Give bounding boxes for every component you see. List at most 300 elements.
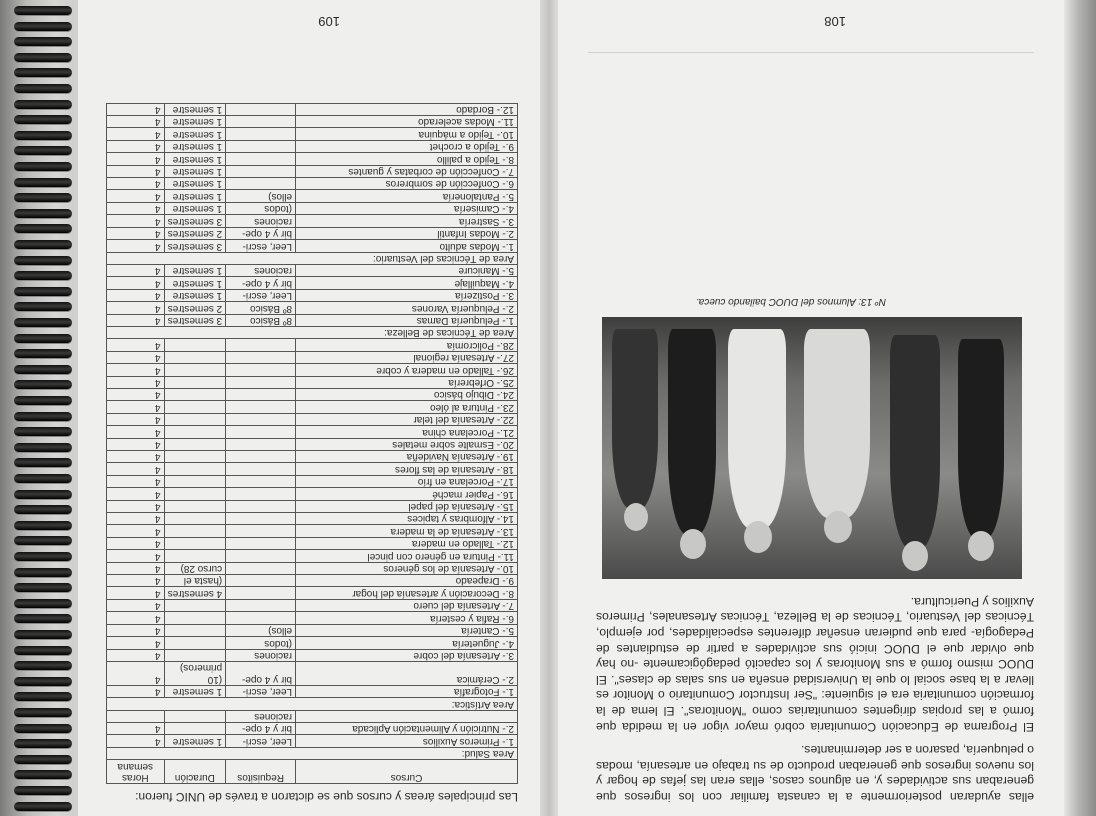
course-cell: 5.- Cantería — [296, 624, 518, 636]
page-gutter — [540, 0, 558, 816]
spiral-ring — [14, 458, 72, 467]
duration-cell — [164, 488, 226, 500]
duration-cell: 4 semestres — [164, 587, 226, 599]
course-cell: 1.- Fotografía — [296, 685, 518, 697]
requirement-cell — [226, 140, 296, 152]
courses-table — [106, 103, 518, 784]
course-cell: 5.- Pantalonería — [296, 190, 518, 202]
table-row — [107, 302, 518, 314]
course-cell: 9.- Drapeado — [296, 575, 518, 587]
course-cell: 15.- Artesanía del papel — [296, 500, 518, 512]
requirement-cell — [226, 488, 296, 500]
table-row — [107, 401, 518, 413]
requirement-cell — [226, 587, 296, 599]
course-cell: 8.- Tejido a palillo — [296, 153, 518, 165]
requirement-cell — [226, 575, 296, 587]
photo-caption: Nº 13: Alumnos del DUOC bailando cueca. — [695, 296, 886, 308]
spiral-ring — [14, 256, 72, 265]
requirement-cell — [226, 463, 296, 475]
duration-cell — [164, 722, 226, 734]
spiral-ring — [14, 770, 72, 779]
requirement-cell — [226, 116, 296, 128]
requirement-cell: ellos) — [226, 190, 296, 202]
requirement-cell — [226, 513, 296, 525]
duration-cell — [164, 376, 226, 388]
duration-cell — [164, 612, 226, 624]
duration-cell: 1 semestre — [164, 153, 226, 165]
dance-photo — [602, 317, 1022, 579]
spiral-ring — [14, 490, 72, 499]
hours-cell: 4 — [107, 575, 165, 587]
hours-cell: 4 — [107, 227, 165, 239]
course-cell: 2.- Nutrición y Alimentación Aplicada — [296, 722, 518, 734]
requirement-cell: bir y 4 ope- — [226, 661, 296, 685]
table-row — [107, 637, 518, 649]
spiral-ring — [14, 162, 72, 171]
course-cell: 22.- Artesanía del telar — [296, 413, 518, 425]
paragraph-2: El Programa de Educación Comunitaria cobró mayor vigor en la medida que formó a las propias dirigentes comunitarias como "Monitoras". El lema de la formación comunitaria era el siguiente: "Ser Instructor Comunitario o Monitor es llevar a la base social lo que la Universidad enseña en sus salas de clases". El DUOC mismo formó a sus Monitoras y los capacitó pedagógicamente -no hay que olvidar que el DUOC inició sus actividades a partir de estudiantes de Pedagogía- para que pudieran enseñar diferentes especialidades, por ejemplo, Técnicas del Vestuario, Técnicas de la Belleza, Técnicas Artesanales, Primeros Auxilios y Puericultura. — [596, 594, 1034, 734]
requirement-cell: (todos — [226, 637, 296, 649]
duration-cell: 1 semestre — [164, 202, 226, 214]
course-cell: 18.- Artesanía de las flores — [296, 463, 518, 475]
table-row — [107, 277, 518, 289]
hours-cell: 4 — [107, 550, 165, 562]
hours-cell: 4 — [107, 140, 165, 152]
duration-cell: 3 semestres — [164, 314, 226, 326]
spiral-ring — [14, 396, 72, 405]
table-row — [107, 227, 518, 239]
hours-cell: 4 — [107, 289, 165, 301]
course-cell: 9.- Tejido a crochet — [296, 140, 518, 152]
requirement-cell — [226, 389, 296, 401]
table-row — [107, 190, 518, 202]
course-cell: 4.- Camisería — [296, 202, 518, 214]
table-row — [107, 413, 518, 425]
course-cell: 7.- Confección de corbatas y guantes — [296, 165, 518, 177]
spiral-binding — [0, 0, 78, 816]
course-cell: 1.- Primeros Auxilios — [296, 735, 518, 747]
photo-figure — [958, 339, 1004, 539]
requirement-cell: 8º Básico — [226, 314, 296, 326]
hours-cell: 4 — [107, 513, 165, 525]
duration-cell: (10 primeros) — [164, 661, 226, 685]
spiral-ring — [14, 302, 72, 311]
table-row — [107, 140, 518, 152]
hours-cell: 4 — [107, 735, 165, 747]
hours-cell: 4 — [107, 116, 165, 128]
area-heading: Area Salud: — [107, 747, 518, 759]
hours-cell: 4 — [107, 562, 165, 574]
course-cell: 25.- Orfebrería — [296, 376, 518, 388]
requirement-cell — [226, 376, 296, 388]
hours-cell: 4 — [107, 649, 165, 661]
course-cell: 10.- Artesanía de los géneros — [296, 562, 518, 574]
spiral-ring — [14, 380, 72, 389]
requirement-cell — [226, 339, 296, 351]
hours-cell: 4 — [107, 475, 165, 487]
table-area-row — [107, 698, 518, 710]
spiral-ring — [14, 568, 72, 577]
spiral-ring — [14, 412, 72, 421]
requirement-cell — [226, 475, 296, 487]
requirement-cell — [226, 438, 296, 450]
table-row — [107, 364, 518, 376]
photo-face — [968, 531, 994, 561]
spiral-ring — [14, 115, 72, 124]
courses-table-body — [107, 103, 518, 760]
table-row — [107, 264, 518, 276]
course-cell: 6.- Rafia y cestería — [296, 612, 518, 624]
book-edge — [1064, 0, 1096, 816]
photo-figure — [668, 329, 716, 535]
course-cell: 13.- Artesanía de la madera — [296, 525, 518, 537]
hours-cell: 4 — [107, 587, 165, 599]
spiral-ring — [14, 224, 72, 233]
hours-cell: 4 — [107, 500, 165, 512]
requirement-cell: Leer, escri- — [226, 735, 296, 747]
photo-figure — [890, 335, 940, 549]
table-row — [107, 661, 518, 685]
course-cell: 8.- Decoración y artesanía del hogar — [296, 587, 518, 599]
course-cell: 24.- Dibujo básico — [296, 389, 518, 401]
hours-cell: 4 — [107, 351, 165, 363]
course-cell: 12.- Tallado en madera — [296, 537, 518, 549]
requirement-cell: Leer, escri- — [226, 240, 296, 252]
duration-cell: 1 semestre — [164, 165, 226, 177]
course-cell: 23.- Pintura al óleo — [296, 401, 518, 413]
table-row — [107, 525, 518, 537]
table-row — [107, 178, 518, 190]
table-row — [107, 451, 518, 463]
table-row — [107, 735, 518, 747]
hours-cell — [107, 710, 165, 722]
requirement-cell — [226, 451, 296, 463]
requirement-cell: 8º Básico — [226, 302, 296, 314]
photo-figure — [612, 329, 658, 509]
duration-cell — [164, 537, 226, 549]
course-cell: 4.- Maquillaje — [296, 277, 518, 289]
page-number-109: 109 — [318, 14, 340, 29]
requirement-cell: raciones — [226, 649, 296, 661]
duration-cell — [164, 351, 226, 363]
table-row — [107, 202, 518, 214]
table-row — [107, 624, 518, 636]
hours-cell: 4 — [107, 426, 165, 438]
header-cursos: Cursos — [296, 760, 518, 784]
spiral-ring — [14, 536, 72, 545]
spiral-ring — [14, 630, 72, 639]
page-108 — [558, 0, 1064, 816]
table-row — [107, 426, 518, 438]
duration-cell: 1 semestre — [164, 140, 226, 152]
hours-cell: 4 — [107, 451, 165, 463]
course-cell: 10.- Tejido a máquina — [296, 128, 518, 140]
table-area-row — [107, 252, 518, 264]
spiral-ring — [14, 146, 72, 155]
spiral-ring — [14, 100, 72, 109]
course-cell: 2.- Cerámica — [296, 661, 518, 685]
table-row — [107, 339, 518, 351]
course-cell: 5.- Manicure — [296, 264, 518, 276]
course-cell: 17.- Porcelana en frío — [296, 475, 518, 487]
spiral-ring — [14, 271, 72, 280]
hours-cell: 4 — [107, 685, 165, 697]
hours-cell: 4 — [107, 314, 165, 326]
table-row — [107, 722, 518, 734]
hours-cell: 4 — [107, 401, 165, 413]
table-row — [107, 475, 518, 487]
duration-cell: 3 semestres — [164, 215, 226, 227]
course-cell: 28.- Policromía — [296, 339, 518, 351]
course-cell — [296, 710, 518, 722]
requirement-cell — [226, 165, 296, 177]
spiral-ring — [14, 240, 72, 249]
hours-cell: 4 — [107, 264, 165, 276]
table-row — [107, 649, 518, 661]
duration-cell — [164, 500, 226, 512]
spiral-ring — [14, 334, 72, 343]
table-area-row — [107, 326, 518, 338]
requirement-cell — [226, 351, 296, 363]
requirement-cell — [226, 103, 296, 115]
duration-cell — [164, 599, 226, 611]
spiral-ring — [14, 724, 72, 733]
table-row — [107, 438, 518, 450]
duration-cell — [164, 438, 226, 450]
header-duracion: Duración — [164, 760, 226, 784]
course-cell: 3.- Postizería — [296, 289, 518, 301]
table-row — [107, 165, 518, 177]
hours-cell: 4 — [107, 277, 165, 289]
requirement-cell — [226, 562, 296, 574]
table-row — [107, 153, 518, 165]
table-row — [107, 575, 518, 587]
page-number-108: 108 — [824, 14, 846, 29]
spiral-ring — [14, 755, 72, 764]
spiral-ring — [14, 599, 72, 608]
hours-cell: 4 — [107, 240, 165, 252]
spiral-ring — [14, 84, 72, 93]
hours-cell: 4 — [107, 661, 165, 685]
spiral-ring — [14, 427, 72, 436]
table-area-row — [107, 747, 518, 759]
requirement-cell: bir y 4 ope- — [226, 227, 296, 239]
table-row — [107, 128, 518, 140]
duration-cell — [164, 637, 226, 649]
duration-cell — [164, 463, 226, 475]
course-cell: 3.- Sastrería — [296, 215, 518, 227]
hours-cell: 4 — [107, 103, 165, 115]
duration-cell: 1 semestre — [164, 277, 226, 289]
bleed-through-footnote — [588, 48, 1034, 53]
hours-cell: 4 — [107, 389, 165, 401]
spiral-ring — [14, 692, 72, 701]
duration-cell — [164, 624, 226, 636]
duration-cell: 1 semestre — [164, 128, 226, 140]
requirement-cell: Leer, escri- — [226, 685, 296, 697]
header-requisitos: Requisitos — [226, 760, 296, 784]
spiral-ring — [14, 22, 72, 31]
duration-cell — [164, 525, 226, 537]
spiral-ring — [14, 521, 72, 530]
spiral-ring — [14, 6, 72, 15]
duration-cell: 1 semestre — [164, 685, 226, 697]
photo-face — [744, 521, 772, 553]
requirement-cell — [226, 153, 296, 165]
table-row — [107, 599, 518, 611]
hours-cell: 4 — [107, 339, 165, 351]
spiral-ring — [14, 505, 72, 514]
hours-cell: 4 — [107, 165, 165, 177]
course-cell: 11.- Modas acelerado — [296, 116, 518, 128]
photo-face — [824, 511, 852, 543]
hours-cell: 4 — [107, 128, 165, 140]
course-cell: 19.- Artesanía Navideña — [296, 451, 518, 463]
hours-cell: 4 — [107, 637, 165, 649]
hours-cell: 4 — [107, 463, 165, 475]
duration-cell — [164, 513, 226, 525]
hours-cell: 4 — [107, 376, 165, 388]
course-cell: 11.- Pintura en género con pincel — [296, 550, 518, 562]
spiral-ring — [14, 131, 72, 140]
requirement-cell — [226, 612, 296, 624]
course-cell: 7.- Artesanía del cuero — [296, 599, 518, 611]
duration-cell — [164, 475, 226, 487]
table-row — [107, 685, 518, 697]
requirement-cell: raciones — [226, 264, 296, 276]
spiral-ring — [14, 739, 72, 748]
table-row — [107, 240, 518, 252]
duration-cell — [164, 710, 226, 722]
page-109 — [78, 0, 540, 816]
spiral-ring — [14, 193, 72, 202]
duration-cell: 1 semestre — [164, 735, 226, 747]
duration-cell — [164, 339, 226, 351]
table-row — [107, 612, 518, 624]
requirement-cell — [226, 525, 296, 537]
hours-cell: 4 — [107, 215, 165, 227]
course-cell: 1.- Modas adulto — [296, 240, 518, 252]
table-row — [107, 314, 518, 326]
table-row — [107, 376, 518, 388]
table-row — [107, 351, 518, 363]
course-cell: 3.- Artesanía del cobre — [296, 649, 518, 661]
requirement-cell: bir y 4 ope- — [226, 722, 296, 734]
spiral-ring — [14, 178, 72, 187]
hours-cell: 4 — [107, 599, 165, 611]
duration-cell: 3 semestres — [164, 240, 226, 252]
duration-cell: 1 semestre — [164, 103, 226, 115]
table-header-row — [107, 760, 518, 784]
requirement-cell — [226, 537, 296, 549]
bleed-through-text — [0, 38, 540, 70]
area-heading: Area de Técnicas del Vestuario: — [107, 252, 518, 264]
spiral-ring — [14, 552, 72, 561]
table-row — [107, 550, 518, 562]
spiral-ring — [14, 474, 72, 483]
table-row — [107, 463, 518, 475]
requirement-cell: Leer, escri- — [226, 289, 296, 301]
hours-cell: 4 — [107, 612, 165, 624]
duration-cell: 1 semestre — [164, 178, 226, 190]
table-row — [107, 587, 518, 599]
course-cell: 4.- Juguetería — [296, 637, 518, 649]
paragraph-1: ellas ayudaran posteriormente a la canasta familiar con los ingresos que generaban sus actividades y, en algunos casos, ellas eran las jefas de hogar y los nuevos ingresos que generaban producto de su trabajo en artesanía, modas o peluquería, pasaron a ser determinantes. — [596, 743, 1034, 804]
hours-cell: 4 — [107, 488, 165, 500]
table-row — [107, 513, 518, 525]
hours-cell: 4 — [107, 438, 165, 450]
spiral-ring — [14, 287, 72, 296]
photo-face — [902, 541, 928, 571]
duration-cell: curso 28) — [164, 562, 226, 574]
hours-cell: 4 — [107, 413, 165, 425]
table-row — [107, 116, 518, 128]
duration-cell — [164, 451, 226, 463]
duration-cell — [164, 364, 226, 376]
spiral-ring — [14, 614, 72, 623]
spiral-ring — [14, 365, 72, 374]
course-cell: 27.- Artesanía regional — [296, 351, 518, 363]
requirement-cell: raciones — [226, 215, 296, 227]
duration-cell — [164, 401, 226, 413]
duration-cell: 2 semestres — [164, 302, 226, 314]
duration-cell — [164, 649, 226, 661]
requirement-cell — [226, 550, 296, 562]
table-row — [107, 103, 518, 115]
course-cell: 14.- Alfombras y tapices — [296, 513, 518, 525]
area-heading: Area Artística: — [107, 698, 518, 710]
requirement-cell — [226, 178, 296, 190]
requirement-cell: raciones — [226, 710, 296, 722]
hours-cell: 4 — [107, 537, 165, 549]
hours-cell: 4 — [107, 722, 165, 734]
requirement-cell: bir y 4 ope- — [226, 277, 296, 289]
spiral-ring — [14, 786, 72, 795]
spiral-ring — [14, 209, 72, 218]
requirement-cell — [226, 401, 296, 413]
course-cell: 20.- Esmalte sobre metales — [296, 438, 518, 450]
course-cell: 2.- Modas Infantil — [296, 227, 518, 239]
course-cell: 6.- Confección de sombreros — [296, 178, 518, 190]
table-row — [107, 215, 518, 227]
hours-cell: 4 — [107, 525, 165, 537]
requirement-cell — [226, 413, 296, 425]
hours-cell: 4 — [107, 302, 165, 314]
hours-cell: 4 — [107, 178, 165, 190]
duration-cell: 2 semestres — [164, 227, 226, 239]
hours-cell: 4 — [107, 190, 165, 202]
table-row — [107, 389, 518, 401]
spiral-ring — [14, 349, 72, 358]
duration-cell: 1 semestre — [164, 190, 226, 202]
area-heading: Area de Técnicas de Belleza: — [107, 326, 518, 338]
spiral-ring — [14, 583, 72, 592]
course-cell: 26.- Tallado en madera y cobre — [296, 364, 518, 376]
table-row — [107, 537, 518, 549]
course-cell: 21.- Porcelana china — [296, 426, 518, 438]
photo-face — [680, 529, 706, 559]
photo-figure — [804, 329, 870, 519]
requirement-cell — [226, 500, 296, 512]
spiral-ring — [14, 318, 72, 327]
photo-face — [624, 503, 648, 531]
course-cell: 16.- Papier maché — [296, 488, 518, 500]
course-cell: 2.- Peluquería Varones — [296, 302, 518, 314]
duration-cell: 1 semestre — [164, 116, 226, 128]
hours-cell: 4 — [107, 624, 165, 636]
duration-cell — [164, 426, 226, 438]
spiral-ring — [14, 802, 72, 811]
